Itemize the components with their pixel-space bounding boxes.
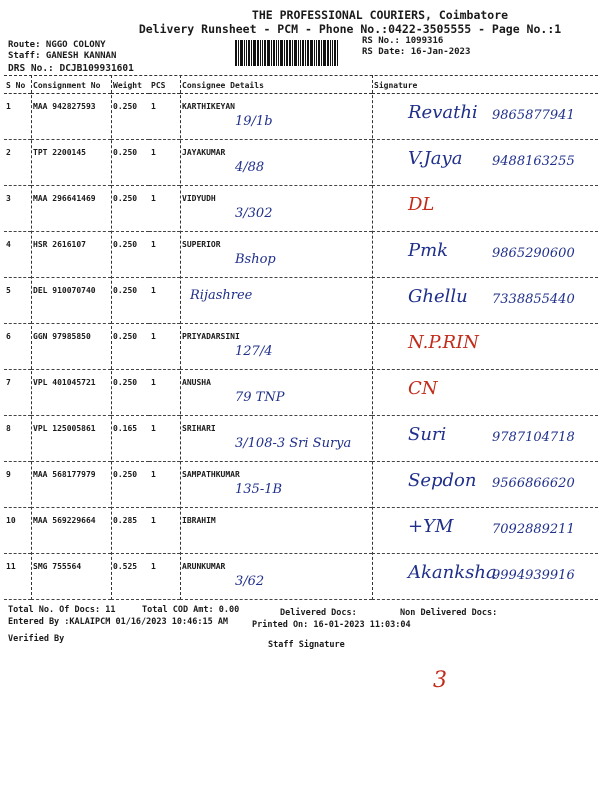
- consignee-details: [180, 416, 372, 462]
- signature-cell: [372, 232, 598, 278]
- weight: 0.250: [111, 232, 149, 278]
- consignee-details: [180, 232, 372, 278]
- handwritten-phone: 7092889211: [492, 522, 575, 537]
- weight: 0.285: [111, 508, 149, 554]
- serial-number: 8: [4, 416, 31, 462]
- serial-number: 1: [4, 94, 31, 140]
- non-delivered-docs: Non Delivered Docs:: [400, 608, 498, 618]
- handwritten-phone: 9865877941: [492, 108, 575, 123]
- table-top-rule: [4, 75, 598, 76]
- pieces: 1: [149, 370, 180, 416]
- serial-number: 6: [4, 324, 31, 370]
- route: Route: NGGO COLONY: [8, 40, 106, 50]
- signature-cell: [372, 324, 598, 370]
- handwritten-note: 135-1B: [235, 482, 283, 497]
- serial-number: 9: [4, 462, 31, 508]
- consignee-name: JAYAKUMAR: [182, 148, 226, 157]
- serial-number: 3: [4, 186, 31, 232]
- consignment-number: MAA 296641469: [31, 186, 111, 232]
- weight: 0.250: [111, 324, 149, 370]
- serial-number: 10: [4, 508, 31, 554]
- table-row: [4, 370, 598, 416]
- consignee-details: [180, 278, 372, 324]
- pieces: 1: [149, 278, 180, 324]
- consignment-number: TPT 2200145: [31, 140, 111, 186]
- handwritten-phone: 9787104718: [492, 430, 575, 445]
- table-row: [4, 462, 598, 508]
- table-row: [4, 554, 598, 600]
- weight: 0.250: [111, 278, 149, 324]
- consignee-name: KARTHIKEYAN: [182, 102, 235, 111]
- serial-number: 5: [4, 278, 31, 324]
- runsheet-title: Delivery Runsheet - PCM - Phone No.:0422-3505555 - Page No.:1: [138, 22, 562, 36]
- entered-by: Entered By :KALAIPCM 01/16/2023 10:46:15 AM: [8, 617, 229, 627]
- consignee-name: IBRAHIM: [182, 516, 216, 525]
- handwritten-note: Bshop: [235, 252, 276, 267]
- signature: V.Jaya: [408, 148, 463, 169]
- col-header: Consignee Details: [180, 77, 372, 94]
- consignee-name: ANUSHA: [182, 378, 211, 387]
- weight: 0.525: [111, 554, 149, 600]
- consignee-details: [180, 508, 372, 554]
- weight: 0.250: [111, 370, 149, 416]
- handwritten-note: Rijashree: [190, 288, 253, 303]
- barcode: [235, 40, 350, 66]
- consignee-details: [180, 370, 372, 416]
- consignee-details: [180, 324, 372, 370]
- signature: Suri: [408, 424, 447, 445]
- signature-cell: [372, 94, 598, 140]
- signature: DL: [408, 194, 435, 215]
- signature-cell: [372, 186, 598, 232]
- consignee-name: PRIYADARSINI: [182, 332, 240, 341]
- weight: 0.250: [111, 186, 149, 232]
- signature-cell: [372, 554, 598, 600]
- handwritten-phone: 7338855440: [492, 292, 575, 307]
- signature-cell: [372, 278, 598, 324]
- handwritten-phone: 9566866620: [492, 476, 575, 491]
- table-row: [4, 186, 598, 232]
- signature: CN: [408, 378, 438, 399]
- signature: +YM: [408, 516, 454, 537]
- pieces: 1: [149, 94, 180, 140]
- rs-number: RS No.: 1099316: [362, 36, 444, 46]
- consignee-details: [180, 462, 372, 508]
- delivered-docs: Delivered Docs:: [280, 608, 357, 618]
- handwritten-note: 3/302: [235, 206, 273, 221]
- consignment-number: MAA 942827593: [31, 94, 111, 140]
- consignment-number: MAA 568177979: [31, 462, 111, 508]
- pieces: 1: [149, 324, 180, 370]
- handwritten-phone: 9994939916: [492, 568, 575, 583]
- staff: Staff: GANESH KANNAN: [8, 51, 117, 61]
- consignee-name: ARUNKUMAR: [182, 562, 226, 571]
- weight: 0.165: [111, 416, 149, 462]
- consignee-details: [180, 186, 372, 232]
- rs-date: RS Date: 16-Jan-2023: [362, 47, 471, 57]
- consignee-name: VIDYUDH: [182, 194, 216, 203]
- consignment-number: SMG 755564: [31, 554, 111, 600]
- consignee-name: SUPERIOR: [182, 240, 221, 249]
- consignee-details: [180, 554, 372, 600]
- signature: Ghellu: [408, 286, 468, 307]
- signature-cell: [372, 416, 598, 462]
- signature-cell: [372, 370, 598, 416]
- signature-cell: [372, 462, 598, 508]
- pieces: 1: [149, 508, 180, 554]
- consignment-number: DEL 910070740: [31, 278, 111, 324]
- page-mark: 3: [433, 668, 447, 693]
- pieces: 1: [149, 140, 180, 186]
- weight: 0.250: [111, 462, 149, 508]
- table-row: [4, 232, 598, 278]
- pieces: 1: [149, 186, 180, 232]
- signature: Revathi: [408, 102, 478, 123]
- table-row: [4, 508, 598, 554]
- consignment-number: VPL 401045721: [31, 370, 111, 416]
- weight: 0.250: [111, 140, 149, 186]
- verified-by: Verified By: [8, 634, 65, 644]
- staff-signature: Staff Signature: [268, 640, 345, 650]
- handwritten-note: 127/4: [235, 344, 273, 359]
- handwritten-note: 79 TNP: [235, 390, 285, 405]
- handwritten-phone: 9488163255: [492, 154, 575, 169]
- consignment-number: HSR 2616107: [31, 232, 111, 278]
- drs-number: DRS No.: DCJB109931601: [8, 63, 134, 74]
- pieces: 1: [149, 416, 180, 462]
- signature-cell: [372, 140, 598, 186]
- table-row: [4, 140, 598, 186]
- table-header-row: [4, 77, 598, 94]
- consignee-details: [180, 140, 372, 186]
- handwritten-note: 4/88: [235, 160, 265, 175]
- handwritten-phone: 9865290600: [492, 246, 575, 261]
- pieces: 1: [149, 462, 180, 508]
- signature: Akanksha: [408, 562, 497, 583]
- pieces: 1: [149, 554, 180, 600]
- table-row: [4, 416, 598, 462]
- consignee-name: SAMPATHKUMAR: [182, 470, 240, 479]
- table-row: [4, 94, 598, 140]
- consignee-name: SRIHARI: [182, 424, 216, 433]
- col-header: Signature: [372, 77, 598, 94]
- serial-number: 7: [4, 370, 31, 416]
- pieces: 1: [149, 232, 180, 278]
- consignment-number: MAA 569229664: [31, 508, 111, 554]
- total-docs: Total No. Of Docs: 11: [8, 605, 116, 615]
- col-header: PCS: [149, 77, 180, 94]
- serial-number: 11: [4, 554, 31, 600]
- signature-cell: [372, 508, 598, 554]
- weight: 0.250: [111, 94, 149, 140]
- consignment-number: GGN 97985850: [31, 324, 111, 370]
- col-header: S No: [4, 77, 31, 94]
- consignee-details: [180, 94, 372, 140]
- runsheet-table: [4, 77, 598, 600]
- signature: N.P.RIN: [408, 332, 479, 353]
- serial-number: 4: [4, 232, 31, 278]
- handwritten-note: 3/108-3 Sri Surya: [235, 436, 352, 451]
- col-header: Consignment No: [31, 77, 111, 94]
- signature: Pmk: [408, 240, 449, 261]
- col-header: Weight: [111, 77, 149, 94]
- signature: Sepdon: [408, 470, 477, 491]
- serial-number: 2: [4, 140, 31, 186]
- company-title: THE PROFESSIONAL COURIERS, Coimbatore: [251, 8, 509, 22]
- printed-on: Printed On: 16-01-2023 11:03:04: [252, 620, 411, 630]
- total-cod: Total COD Amt: 0.00: [142, 605, 240, 615]
- handwritten-note: 19/1b: [235, 114, 273, 129]
- consignment-number: VPL 125005861: [31, 416, 111, 462]
- table-row: [4, 324, 598, 370]
- table-row: [4, 278, 598, 324]
- handwritten-note: 3/62: [235, 574, 265, 589]
